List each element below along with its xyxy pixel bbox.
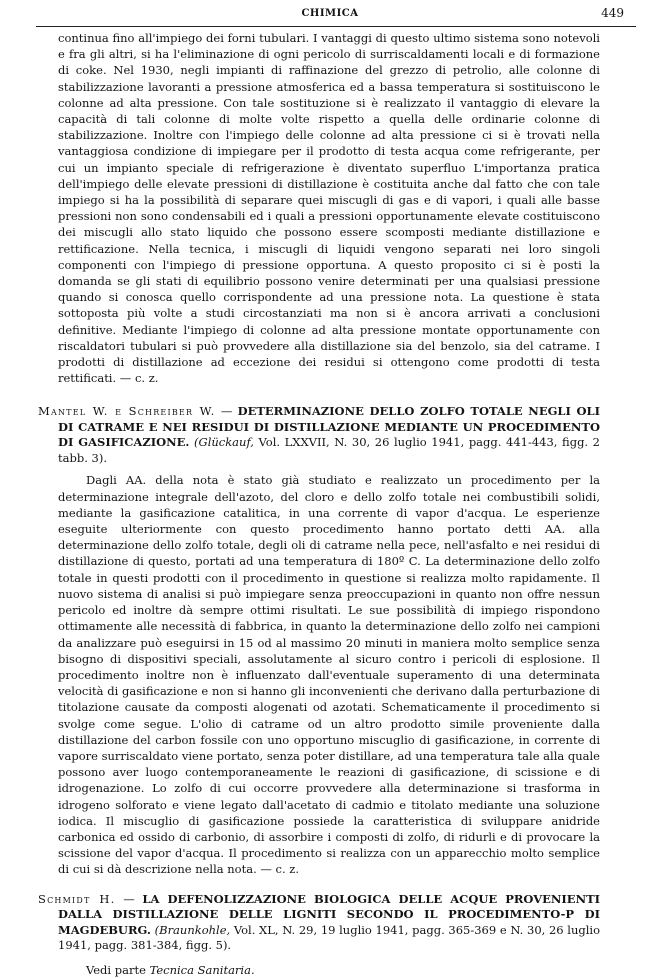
- entry-journal: (Braunkohle,: [154, 922, 231, 937]
- entry-title: LA DEFENOLIZZAZIONE BIOLOGICA DELLE ACQUE PROVENIENTI DALLA DISTILLAZIONE DELLE LIGNITI SECONDO IL PROCEDIMENTO-P DI MAGDEBURG.: [58, 891, 601, 937]
- continued-paragraph: continua fino all'impiego dei forni tubulari. I vantaggi di questo ultimo sistema sono notevoli e fra gli altri, si ha l'eliminazione di ogni pericolo di surriscaldamenti locali e di formazione di coke. Nel 1930, negli impianti di raffinazione del grezzo di petrolio, alle colonne di stabilizzazione lavoranti a pressione atmosferica ed a bassa temperatura si sostituiscono le colonne ad alta pressione. Con tale sostituzione si è realizzato il vantaggio di elevare la capacità di tali colonne di molte volte rispetto a quella delle ordinarie colonne di stabilizzazione. Inoltre con l'impiego delle colonne ad alta pressione ci si è trovati nella vantaggiosa condizione di impiegare per il prodotto di testa acqua come refrigerante, per cui un impianto speciale di refrigerazione è diventato superfluo L'importanza pratica dell'impiego delle elevate pressioni di distillazione è costituita anche dal fatto che con tale impiego si ha la possibilità di separare quei miscugli di gas e di vapori, i quali alle basse pressioni non sono condensabili ed i quali a pressioni opportunamente elevate costituiscono dei miscugli allo stato liquido che possono essere scomposti mediante distillazione e rettificazione. Nella tecnica, i miscugli di liquidi vengono separati nei loro singoli componenti con l'impiego di pressione opportuna. A questo proposito ci si è posti la domanda se gli stati di equilibrio possono venire determinati per una qualsiasi pressione quando si conosca quello corrispondente ad una pressione nota. La questione è stata sottoposta più volte a studi circostanziati ma non si è ancora arrivati a conclusioni definitive. Mediante l'impiego di colonne ad alta pressione montate opportunamente con riscaldatori tubulari si può provvedere alla distillazione sia del benzolo, sia del catrame. I prodotti di distillazione ad eccezione dei residui si ottengono come prodotti di testa rettificati. — c. z.: [58, 31, 600, 386]
- entry-heading: [38, 404, 600, 466]
- entry-abstract: Dagli AA. della nota è stato già studiato e realizzato un procedimento per la determinazione integrale dell'azoto, del cloro e dello zolfo totale nei combustibili solidi, mediante la gasificazione catalitica, in una corrente di vapor d'acqua. Le esperienze eseguite ulteriormente con questo procedimento hanno portato detti AA. alla determinazione dello zolfo totale, degli oli di catrame nella pece, nell'asfalto e nei residui di distillazione di questo, portati ad una temperatura di 180º C. La determinazione dello zolfo totale in questi prodotti con il procedimento in questione si realizza molto rapidamente. Il nuovo sistema di analisi si può impiegare senza preoccupazioni in quanto non offre nessun pericolo ed inoltre dà sempre ottimi risultati. Le sue possibilità di impiego rispondono ottimamente alle necessità di fabbrica, in quanto la determinazione dello zolfo nei campioni da analizzare può eseguirsi in 15 od al massimo 20 minuti in maniera molto semplice senza bisogno di dispositivi speciali, assolutamente al sicuro contro i pericoli di esplosione. Il procedimento inoltre non è influenzato dall'eventuale superamento di una determinata velocità di gasificazione e non si hanno gli inconvenienti che derivano dalla perturbazione di titolazione causate da composti alogenati od azotati. Schematicamente il procedimento si svolge come segue. L'olio di catrame od un altro prodotto simile proveniente dalla distillazione del carbon fossile con uno opportuno miscuglio di gasificazione, in corrente di vapore surriscaldato viene portato, senza poter distillare, ad una temperatura tale alla quale possono aver luogo contemporaneamente le reazioni di gasificazione, di scissione e di idrogenazione. Lo zolfo di cui occorre provvedere alla determinazione si trasforma in idrogeno solforato e viene legato dall'acetato di cadmio e titolato mediante una soluzione iodica. Il miscuglio di gasificazione possiede la caratteristica di sviluppare anidride carbonica ed ossido di carbonio, di assorbire i composti di zolfo, di ridurli e di provocare la scissione del vapor d'acqua. Il procedimento si realizza con un apparecchio molto semplice di cui si dà descrizione nella nota. — c. z.: [58, 473, 600, 877]
- entry-author: Mantel W. e Schreiber W.: [38, 404, 216, 419]
- running-head: CHIMICA: [301, 8, 359, 19]
- see-also-target: Tecnica Sanitaria.: [149, 962, 255, 977]
- entry-dash: —: [215, 404, 238, 419]
- entry-heading: [38, 892, 600, 954]
- see-also-prefix: Vedi parte: [86, 962, 146, 977]
- abstract-entry: [38, 891, 601, 978]
- entry-author: Schmidt H.: [38, 891, 116, 906]
- entry-journal: (Glückauf,: [194, 435, 254, 450]
- page-number: 449: [601, 6, 624, 20]
- abstract-entry: [38, 404, 600, 877]
- page-header: [0, 0, 660, 26]
- entry-citation: Vol. LXXVII, N. 30, 26 luglio 1941, pagg. 441-443, figg. 2 tabb. 3).: [58, 435, 600, 465]
- page-body: [38, 30, 601, 978]
- entry-dash: —: [115, 891, 143, 906]
- entry-citation: Vol. XL, N. 29, 19 luglio 1941, pagg. 365-369 e N. 30, 26 luglio 1941, pagg. 381-384, figg. 5).: [58, 922, 601, 953]
- entry-title: DETERMINAZIONE DELLO ZOLFO TOTALE NEGLI OLI DI CATRAME E NEI RESIDUI DI DISTILLAZIONE MEDIANTE UN PROCEDIMENTO DI GASIFICAZIONE.: [58, 404, 600, 450]
- see-also-note: [86, 962, 600, 978]
- header-rule: [36, 26, 636, 27]
